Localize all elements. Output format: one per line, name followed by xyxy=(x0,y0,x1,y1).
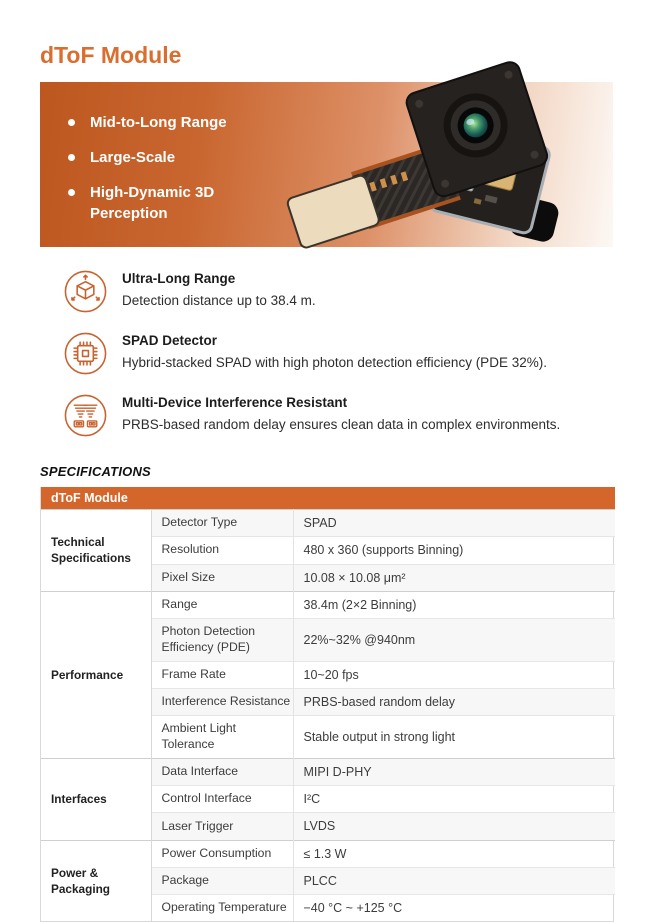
spec-label: Operating Temperature xyxy=(151,895,293,922)
spec-group-name: Performance xyxy=(41,591,151,758)
spec-value: ≤ 1.3 W xyxy=(293,840,615,867)
spec-group-name: Interfaces xyxy=(41,758,151,840)
spec-label: Control Interface xyxy=(151,786,293,813)
spec-label: Resolution xyxy=(151,537,293,564)
feature-list xyxy=(62,268,560,439)
feature-description: PRBS-based random delay ensures clean data in complex environments. xyxy=(122,417,561,432)
spec-group-name: Power & Packaging xyxy=(41,840,151,921)
table-row xyxy=(41,591,615,618)
feature-title: Ultra-Long Range xyxy=(122,271,236,286)
feature-description: Hybrid-stacked SPAD with high photon detection efficiency (PDE 32%). xyxy=(122,355,547,370)
specifications-heading: SPECIFICATIONS xyxy=(40,464,151,479)
spec-value: PLCC xyxy=(293,867,615,894)
banner-bullet: High-Dynamic 3D Perception xyxy=(66,182,272,226)
feature-ultra-long-range xyxy=(62,268,560,315)
spec-label: Pixel Size xyxy=(151,564,293,591)
banner-bullet: Large-Scale xyxy=(66,147,272,169)
banner-bullet: Mid-to-Long Range xyxy=(66,112,272,134)
spec-value: −40 °C ~ +125 °C xyxy=(293,895,615,922)
spec-table-title: dToF Module xyxy=(41,487,615,510)
product-photo-dtof-module xyxy=(298,58,655,258)
feature-description: Detection distance up to 38.4 m. xyxy=(122,293,316,308)
spec-value: 10~20 fps xyxy=(293,661,615,688)
table-row xyxy=(41,758,615,785)
feature-title: Multi-Device Interference Resistant xyxy=(122,395,348,410)
interference-beams-icon xyxy=(62,392,109,439)
spec-value: MIPI D-PHY xyxy=(293,758,615,785)
feature-interference-resistant xyxy=(62,392,560,439)
spec-value: I²C xyxy=(293,786,615,813)
table-header-row xyxy=(41,487,615,510)
range-expand-cube-icon xyxy=(62,268,109,315)
spec-value: 10.08 × 10.08 μm² xyxy=(293,564,615,591)
feature-spad-detector xyxy=(62,330,560,377)
spec-value: 38.4m (2×2 Binning) xyxy=(293,591,615,618)
feature-title: SPAD Detector xyxy=(122,333,218,348)
spec-value: 480 x 360 (supports Binning) xyxy=(293,537,615,564)
spec-label: Frame Rate xyxy=(151,661,293,688)
page-title: dToF Module xyxy=(40,42,182,68)
spec-label: Data Interface xyxy=(151,758,293,785)
spec-label: Detector Type xyxy=(151,510,293,537)
spec-value: SPAD xyxy=(293,510,615,537)
spec-label: Package xyxy=(151,867,293,894)
table-row xyxy=(41,510,615,537)
spec-label: Laser Trigger xyxy=(151,813,293,840)
spec-label: Range xyxy=(151,591,293,618)
spec-label: Interference Resistance xyxy=(151,688,293,715)
table-row xyxy=(41,840,615,867)
specifications-table xyxy=(40,487,614,922)
spec-label: Photon Detection Efficiency (PDE) xyxy=(151,619,293,662)
chip-icon xyxy=(62,330,109,377)
spec-group-name: Technical Specifications xyxy=(41,510,151,592)
spec-label: Power Consumption xyxy=(151,840,293,867)
spec-label: Ambient Light Tolerance xyxy=(151,716,293,759)
spec-value: Stable output in strong light xyxy=(293,716,615,759)
spec-value: LVDS xyxy=(293,813,615,840)
spec-value: PRBS-based random delay xyxy=(293,688,615,715)
spec-value: 22%~32% @940nm xyxy=(293,619,615,662)
